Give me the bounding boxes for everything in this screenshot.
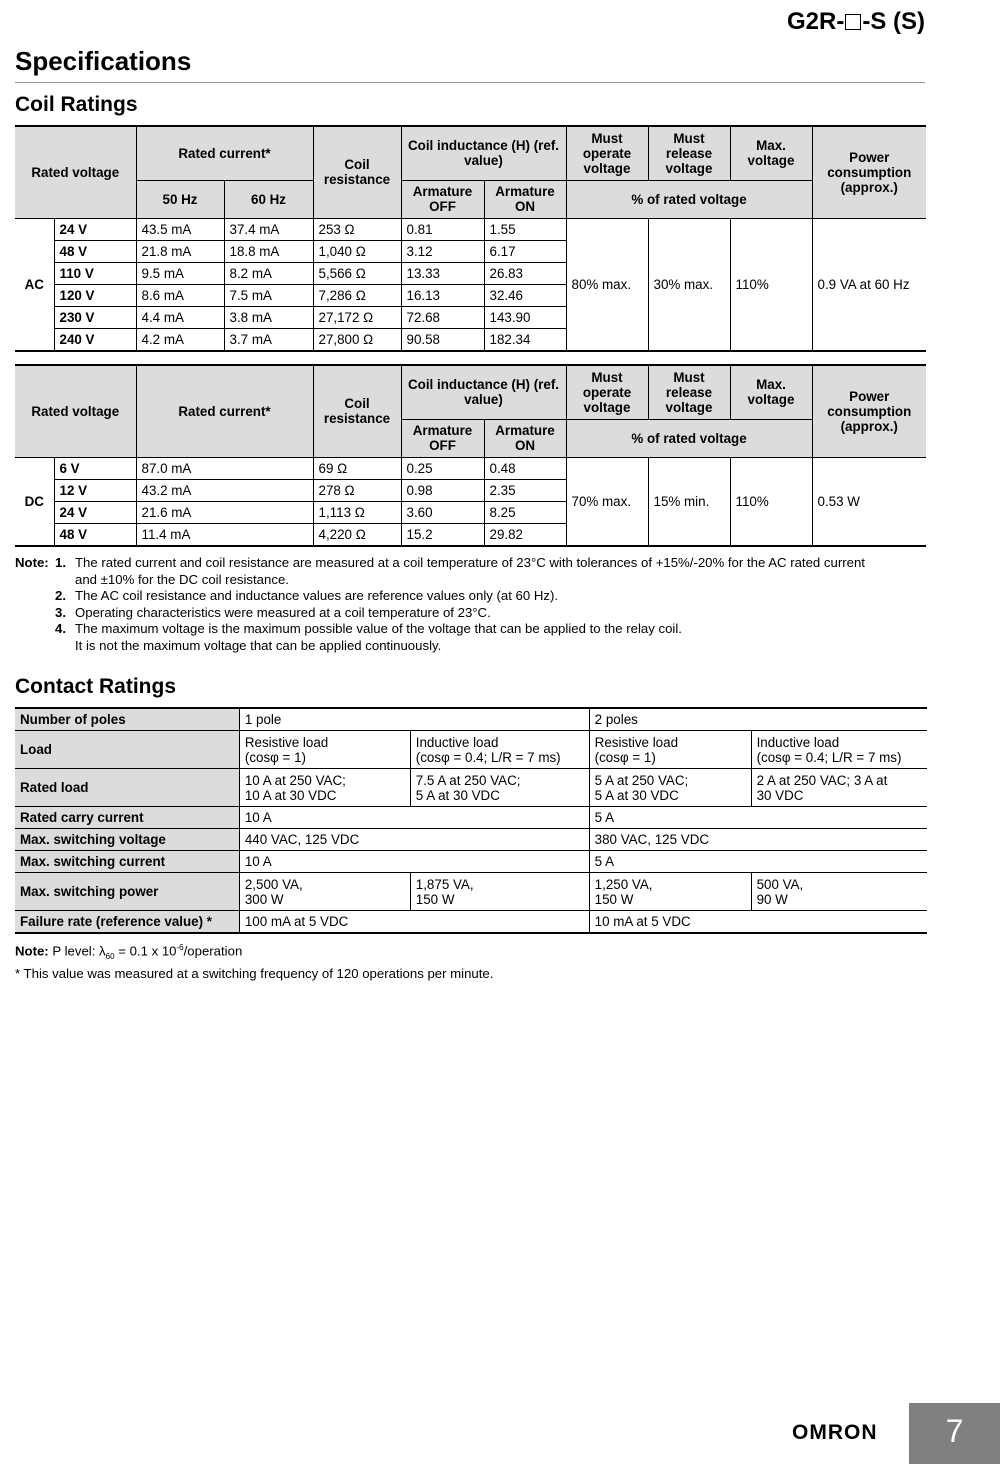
current-60hz-cell: 18.8 mA bbox=[224, 240, 313, 262]
value-cell: 2,500 VA, 300 W bbox=[239, 873, 410, 911]
value-cell: 5 A bbox=[589, 807, 927, 829]
table-row bbox=[15, 873, 927, 911]
current-50hz-cell: 9.5 mA bbox=[136, 262, 224, 284]
voltage-cell: 110 V bbox=[54, 262, 136, 284]
must-operate-cell: 70% max. bbox=[566, 457, 648, 546]
resistance-cell: 278 Ω bbox=[313, 479, 401, 501]
power-consumption-header: Power consumption (approx.) bbox=[812, 365, 926, 457]
value-cell: 380 VAC, 125 VDC bbox=[589, 829, 927, 851]
armature-on-cell: 1.55 bbox=[484, 218, 566, 240]
current-60hz-cell: 37.4 mA bbox=[224, 218, 313, 240]
armature-off-cell: 0.81 bbox=[401, 218, 484, 240]
must-release-cell: 30% max. bbox=[648, 218, 730, 351]
voltage-cell: 12 V bbox=[54, 479, 136, 501]
current-50hz-cell: 4.4 mA bbox=[136, 306, 224, 328]
pole1-cell: 1 pole bbox=[239, 708, 589, 731]
current-50hz-cell: 8.6 mA bbox=[136, 284, 224, 306]
armature-on-cell: 182.34 bbox=[484, 328, 566, 351]
voltage-cell: 24 V bbox=[54, 218, 136, 240]
resistance-cell: 4,220 Ω bbox=[313, 523, 401, 546]
table-row bbox=[15, 911, 927, 934]
armature-off-cell: 0.98 bbox=[401, 479, 484, 501]
max-voltage-cell: 110% bbox=[730, 218, 812, 351]
note-label: Note: bbox=[15, 555, 49, 570]
rated-load-cell: 10 A at 250 VAC; 10 A at 30 VDC bbox=[239, 769, 410, 807]
ac-coil-table bbox=[15, 125, 926, 352]
current-60hz-cell: 7.5 mA bbox=[224, 284, 313, 306]
value-cell: 100 mA at 5 VDC bbox=[239, 911, 589, 934]
note-text: Operating characteristics were measured at a coil temperature of 23°C. bbox=[75, 604, 491, 620]
power-consumption-header: Power consumption (approx.) bbox=[812, 126, 926, 218]
armature-off-cell: 3.60 bbox=[401, 501, 484, 523]
current-cell: 21.6 mA bbox=[136, 501, 313, 523]
current-60hz-cell: 8.2 mA bbox=[224, 262, 313, 284]
armature-on-cell: 2.35 bbox=[484, 479, 566, 501]
rated-voltage-header: Rated voltage bbox=[15, 365, 136, 457]
row-label: Rated load bbox=[15, 769, 239, 807]
contact-ratings-heading: Contact Ratings bbox=[15, 675, 177, 698]
contact-notes bbox=[15, 940, 927, 982]
table-row bbox=[15, 829, 927, 851]
percent-rated-header: % of rated voltage bbox=[566, 419, 812, 457]
dc-coil-table bbox=[15, 364, 926, 547]
power-cell: 0.9 VA at 60 Hz bbox=[812, 218, 926, 351]
row-label: Max. switching voltage bbox=[15, 829, 239, 851]
value-cell: 1,250 VA, 150 W bbox=[589, 873, 751, 911]
armature-off-cell: 16.13 bbox=[401, 284, 484, 306]
note-item: Note: P level: $\lambda_{60} = 0.1$ x $10^{-6}$/operation bbox=[15, 943, 243, 962]
armature-off-header: Armature OFF bbox=[401, 180, 484, 218]
page-number: 7 bbox=[909, 1403, 1000, 1464]
current-cell: 87.0 mA bbox=[136, 457, 313, 479]
value-cell: 440 VAC, 125 VDC bbox=[239, 829, 589, 851]
value-cell: 10 A bbox=[239, 807, 589, 829]
value-cell: 5 A bbox=[589, 851, 927, 873]
voltage-cell: 48 V bbox=[54, 523, 136, 546]
resistance-cell: 27,172 Ω bbox=[313, 306, 401, 328]
must-operate-header: Must operate voltage bbox=[566, 126, 648, 180]
note-item bbox=[15, 588, 927, 605]
current-50hz-cell: 4.2 mA bbox=[136, 328, 224, 351]
note-number: 2. bbox=[55, 588, 66, 603]
row-label: Number of poles bbox=[15, 708, 239, 731]
must-operate-cell: 80% max. bbox=[566, 218, 648, 351]
rated-voltage-header: Rated voltage bbox=[15, 126, 136, 218]
table-row bbox=[15, 769, 927, 807]
row-label: Failure rate (reference value) * bbox=[15, 911, 239, 934]
rated-load-cell: 2 A at 250 VAC; 3 A at 30 VDC bbox=[751, 769, 927, 807]
rated-load-cell: 7.5 A at 250 VAC; 5 A at 30 VDC bbox=[410, 769, 589, 807]
rated-current-header: Rated current* bbox=[136, 365, 313, 457]
dc-group-label: DC bbox=[15, 457, 54, 546]
load-cell: Resistive load (cosφ = 1) bbox=[239, 731, 410, 769]
table-row bbox=[15, 731, 927, 769]
load-cell: Inductive load (cosφ = 0.4; L/R = 7 ms) bbox=[410, 731, 589, 769]
note-text: The AC coil resistance and inductance values are reference values only (at 60 Hz). bbox=[75, 588, 559, 603]
note-text: The rated current and coil resistance are measured at a coil temperature of 23°C with tolerances of +15%/-20% for the AC rated current bbox=[75, 555, 865, 570]
current-cell: 43.2 mA bbox=[136, 479, 313, 501]
voltage-cell: 48 V bbox=[54, 240, 136, 262]
percent-rated-header: % of rated voltage bbox=[566, 180, 812, 218]
armature-on-cell: 8.25 bbox=[484, 501, 566, 523]
voltage-cell: 230 V bbox=[54, 306, 136, 328]
resistance-cell: 27,800 Ω bbox=[313, 328, 401, 351]
model-number: G2R- -S (S) bbox=[786, 8, 925, 35]
must-release-header: Must release voltage bbox=[648, 126, 730, 180]
note-text: The maximum voltage is the maximum possible value of the voltage that can be applied to the relay coil. bbox=[75, 621, 682, 636]
resistance-cell: 5,566 Ω bbox=[313, 262, 401, 284]
coil-resistance-header: Coil resistance bbox=[313, 365, 401, 457]
value-cell: 500 VA, 90 W bbox=[751, 873, 927, 911]
armature-off-cell: 0.25 bbox=[401, 457, 484, 479]
voltage-cell: 120 V bbox=[54, 284, 136, 306]
armature-off-cell: 15.2 bbox=[401, 523, 484, 546]
coil-ratings-heading: Coil Ratings bbox=[15, 93, 138, 116]
armature-on-header: Armature ON bbox=[484, 419, 566, 457]
current-60hz-cell: 3.8 mA bbox=[224, 306, 313, 328]
load-cell: Resistive load (cosφ = 1) bbox=[589, 731, 751, 769]
max-voltage-header: Max. voltage bbox=[730, 126, 812, 180]
note-text: and ±10% for the DC coil resistance. bbox=[75, 571, 289, 587]
armature-off-cell: 3.12 bbox=[401, 240, 484, 262]
resistance-cell: 69 Ω bbox=[313, 457, 401, 479]
armature-on-header: Armature ON bbox=[484, 180, 566, 218]
current-cell: 11.4 mA bbox=[136, 523, 313, 546]
armature-off-cell: 13.33 bbox=[401, 262, 484, 284]
armature-off-cell: 72.68 bbox=[401, 306, 484, 328]
armature-on-cell: 26.83 bbox=[484, 262, 566, 284]
coil-inductance-header: Coil inductance (H) (ref. value) bbox=[401, 126, 566, 180]
ac-group-label: AC bbox=[15, 218, 54, 351]
armature-off-header: Armature OFF bbox=[401, 419, 484, 457]
table-row bbox=[15, 851, 927, 873]
note-number: 4. bbox=[55, 621, 66, 636]
resistance-cell: 1,113 Ω bbox=[313, 501, 401, 523]
value-cell: 10 A bbox=[239, 851, 589, 873]
omron-logo: OMRON bbox=[792, 1421, 878, 1444]
row-label: Load bbox=[15, 731, 239, 769]
resistance-cell: 1,040 Ω bbox=[313, 240, 401, 262]
current-60hz-cell: 3.7 mA bbox=[224, 328, 313, 351]
note-number: 1. bbox=[55, 555, 66, 570]
row-label: Max. switching current bbox=[15, 851, 239, 873]
coil-inductance-header: Coil inductance (H) (ref. value) bbox=[401, 365, 566, 419]
power-cell: 0.53 W bbox=[812, 457, 926, 546]
pole2-cell: 2 poles bbox=[589, 708, 927, 731]
table-row bbox=[15, 807, 927, 829]
current-50hz-cell: 43.5 mA bbox=[136, 218, 224, 240]
max-voltage-header: Max. voltage bbox=[730, 365, 812, 419]
armature-on-cell: 0.48 bbox=[484, 457, 566, 479]
50hz-header: 50 Hz bbox=[136, 180, 224, 218]
must-release-cell: 15% min. bbox=[648, 457, 730, 546]
armature-on-cell: 143.90 bbox=[484, 306, 566, 328]
max-voltage-cell: 110% bbox=[730, 457, 812, 546]
title-divider bbox=[15, 82, 925, 83]
row-label: Max. switching power bbox=[15, 873, 239, 911]
note-text: * This value was measured at a switching frequency of 120 operations per minute. bbox=[15, 965, 494, 981]
value-cell: 10 mA at 5 VDC bbox=[589, 911, 927, 934]
current-50hz-cell: 21.8 mA bbox=[136, 240, 224, 262]
voltage-cell: 240 V bbox=[54, 328, 136, 351]
resistance-cell: 253 Ω bbox=[313, 218, 401, 240]
resistance-cell: 7,286 Ω bbox=[313, 284, 401, 306]
voltage-cell: 6 V bbox=[54, 457, 136, 479]
armature-on-cell: 6.17 bbox=[484, 240, 566, 262]
table-row bbox=[15, 218, 926, 240]
must-release-header: Must release voltage bbox=[648, 365, 730, 419]
contact-ratings-table bbox=[15, 707, 927, 934]
value-cell: 1,875 VA, 150 W bbox=[410, 873, 589, 911]
note-number: 3. bbox=[55, 604, 66, 620]
note-item bbox=[15, 605, 927, 622]
rated-load-cell: 5 A at 250 VAC; 5 A at 30 VDC bbox=[589, 769, 751, 807]
note-item bbox=[15, 555, 927, 588]
note-item bbox=[15, 621, 927, 654]
table-row bbox=[15, 457, 926, 479]
row-label: Rated carry current bbox=[15, 807, 239, 829]
armature-off-cell: 90.58 bbox=[401, 328, 484, 351]
page-title: Specifications bbox=[15, 46, 192, 76]
coil-notes bbox=[15, 555, 927, 654]
must-operate-header: Must operate voltage bbox=[566, 365, 648, 419]
rated-current-header: Rated current* bbox=[136, 126, 313, 180]
armature-on-cell: 29.82 bbox=[484, 523, 566, 546]
60hz-header: 60 Hz bbox=[224, 180, 313, 218]
coil-resistance-header: Coil resistance bbox=[313, 126, 401, 218]
voltage-cell: 24 V bbox=[54, 501, 136, 523]
note-text: It is not the maximum voltage that can be applied continuously. bbox=[75, 637, 442, 653]
placeholder-box-icon bbox=[845, 14, 861, 30]
table-row bbox=[15, 708, 927, 731]
armature-on-cell: 32.46 bbox=[484, 284, 566, 306]
load-cell: Inductive load (cosφ = 0.4; L/R = 7 ms) bbox=[751, 731, 927, 769]
